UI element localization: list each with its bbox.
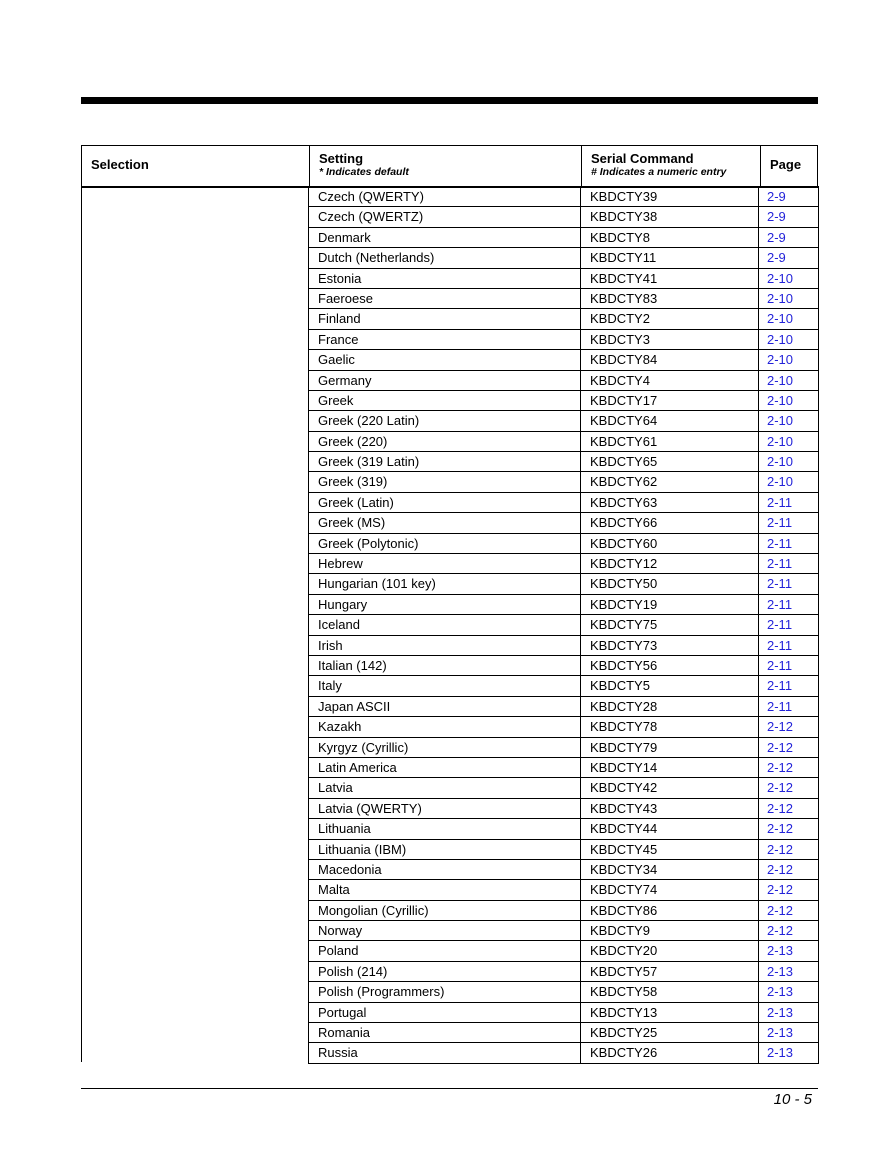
header-command <box>581 146 760 186</box>
setting-cell: Latin America <box>318 759 397 775</box>
page-link[interactable]: 2-12 <box>758 758 817 777</box>
header-selection-label: Selection <box>91 157 149 172</box>
command-cell: KBDCTY63 <box>580 493 759 512</box>
command-cell: KBDCTY34 <box>580 860 759 879</box>
command-cell: KBDCTY26 <box>580 1043 759 1062</box>
setting-cell: Greek (319 Latin) <box>318 454 420 470</box>
page-link[interactable]: 2-9 <box>758 228 817 247</box>
table-row <box>309 1023 818 1043</box>
table-row <box>309 615 818 635</box>
table-row <box>309 595 818 615</box>
page-link[interactable]: 2-11 <box>758 574 817 593</box>
table-row <box>309 391 818 411</box>
page-link[interactable]: 2-9 <box>758 187 817 206</box>
command-cell: KBDCTY9 <box>580 921 759 940</box>
selection-column-rule <box>81 186 82 1062</box>
setting-cell: Hungarian (101 key) <box>318 576 436 592</box>
top-rule <box>81 97 818 104</box>
setting-cell: Russia <box>318 1045 358 1061</box>
setting-cell: Iceland <box>318 617 360 633</box>
setting-cell: Latvia (QWERTY) <box>318 800 422 816</box>
setting-cell: Finland <box>318 311 361 327</box>
command-cell: KBDCTY8 <box>580 228 759 247</box>
command-cell: KBDCTY14 <box>580 758 759 777</box>
footer-rule <box>81 1088 818 1089</box>
setting-cell: Hebrew <box>318 556 363 572</box>
page-link[interactable]: 2-13 <box>758 982 817 1001</box>
command-cell: KBDCTY62 <box>580 472 759 491</box>
table-row <box>309 840 818 860</box>
page-link[interactable]: 2-10 <box>758 289 817 308</box>
page-link[interactable]: 2-11 <box>758 534 817 553</box>
page-link[interactable]: 2-10 <box>758 472 817 491</box>
command-cell: KBDCTY20 <box>580 941 759 960</box>
table-row <box>309 574 818 594</box>
page-link[interactable]: 2-13 <box>758 1003 817 1022</box>
setting-cell: Italian (142) <box>318 657 387 673</box>
table-row <box>309 1043 818 1063</box>
command-cell: KBDCTY75 <box>580 615 759 634</box>
command-cell: KBDCTY45 <box>580 840 759 859</box>
table-row <box>309 411 818 431</box>
command-cell: KBDCTY60 <box>580 534 759 553</box>
table-row <box>309 799 818 819</box>
table-row <box>309 717 818 737</box>
page-link[interactable]: 2-10 <box>758 371 817 390</box>
setting-cell: Estonia <box>318 270 362 286</box>
setting-cell: Polish (Programmers) <box>318 984 445 1000</box>
table-row <box>309 901 818 921</box>
command-cell: KBDCTY2 <box>580 309 759 328</box>
setting-cell: Poland <box>318 943 359 959</box>
header-setting-note: * Indicates default <box>319 166 409 178</box>
command-cell: KBDCTY74 <box>580 880 759 899</box>
command-cell: KBDCTY17 <box>580 391 759 410</box>
page-link[interactable]: 2-11 <box>758 636 817 655</box>
setting-cell: Dutch (Netherlands) <box>318 250 435 266</box>
header-setting <box>309 146 581 186</box>
command-cell: KBDCTY64 <box>580 411 759 430</box>
table-row <box>309 534 818 554</box>
setting-cell: Denmark <box>318 229 371 245</box>
page-link[interactable]: 2-10 <box>758 350 817 369</box>
setting-cell: Czech (QWERTZ) <box>318 209 424 225</box>
command-cell: KBDCTY39 <box>580 187 759 206</box>
command-cell: KBDCTY11 <box>580 248 759 267</box>
command-cell: KBDCTY4 <box>580 371 759 390</box>
page-link[interactable]: 2-12 <box>758 778 817 797</box>
page-link[interactable]: 2-10 <box>758 391 817 410</box>
table-row <box>309 186 818 207</box>
page-link[interactable]: 2-12 <box>758 738 817 757</box>
page-number: 10 - 5 <box>773 1091 812 1108</box>
setting-cell: Polish (214) <box>318 963 388 979</box>
page-link[interactable]: 2-13 <box>758 941 817 960</box>
table-row <box>309 941 818 961</box>
setting-cell: Greek <box>318 392 354 408</box>
page-link[interactable]: 2-11 <box>758 615 817 634</box>
command-cell: KBDCTY61 <box>580 432 759 451</box>
page-link[interactable]: 2-12 <box>758 819 817 838</box>
table-row <box>309 493 818 513</box>
page-link[interactable]: 2-11 <box>758 697 817 716</box>
setting-cell: Mongolian (Cyrillic) <box>318 902 429 918</box>
command-cell: KBDCTY19 <box>580 595 759 614</box>
command-cell: KBDCTY12 <box>580 554 759 573</box>
page-link[interactable]: 2-12 <box>758 840 817 859</box>
command-cell: KBDCTY13 <box>580 1003 759 1022</box>
page-link[interactable]: 2-11 <box>758 676 817 695</box>
table-row <box>309 309 818 329</box>
header-page <box>760 146 818 186</box>
page-link[interactable]: 2-9 <box>758 248 817 267</box>
table-row <box>309 289 818 309</box>
command-cell: KBDCTY86 <box>580 901 759 920</box>
table-row <box>309 860 818 880</box>
table-row <box>309 656 818 676</box>
table-row <box>309 758 818 778</box>
page-link[interactable]: 2-12 <box>758 921 817 940</box>
page-link[interactable]: 2-10 <box>758 269 817 288</box>
setting-cell: Portugal <box>318 1004 367 1020</box>
setting-cell: Germany <box>318 372 372 388</box>
page-link[interactable]: 2-10 <box>758 452 817 471</box>
page-link[interactable]: 2-12 <box>758 717 817 736</box>
setting-cell: Irish <box>318 637 343 653</box>
page-link[interactable]: 2-11 <box>758 493 817 512</box>
command-cell: KBDCTY73 <box>580 636 759 655</box>
setting-cell: Norway <box>318 923 363 939</box>
table-row <box>309 880 818 900</box>
table-row <box>309 472 818 492</box>
page-link[interactable]: 2-9 <box>758 207 817 226</box>
page-link[interactable]: 2-11 <box>758 656 817 675</box>
setting-cell: France <box>318 331 359 347</box>
page-link[interactable]: 2-10 <box>758 432 817 451</box>
page-link[interactable]: 2-12 <box>758 880 817 899</box>
header-command-note: # Indicates a numeric entry <box>591 166 727 178</box>
table-row <box>309 982 818 1002</box>
header-selection <box>82 146 309 186</box>
table-row <box>309 921 818 941</box>
setting-cell: Italy <box>318 678 342 694</box>
setting-cell: Romania <box>318 1025 371 1041</box>
setting-cell: Greek (319) <box>318 474 388 490</box>
command-cell: KBDCTY58 <box>580 982 759 1001</box>
page-link[interactable]: 2-11 <box>758 513 817 532</box>
command-cell: KBDCTY41 <box>580 269 759 288</box>
table-row <box>309 1003 818 1023</box>
table-body <box>308 186 819 1064</box>
command-cell: KBDCTY66 <box>580 513 759 532</box>
command-cell: KBDCTY83 <box>580 289 759 308</box>
table-row <box>309 228 818 248</box>
table-header <box>81 145 818 188</box>
page-link[interactable]: 2-10 <box>758 411 817 430</box>
setting-cell: Latvia <box>318 780 353 796</box>
setting-cell: Lithuania (IBM) <box>318 841 407 857</box>
command-cell: KBDCTY79 <box>580 738 759 757</box>
page-link[interactable]: 2-12 <box>758 901 817 920</box>
table-row <box>309 962 818 982</box>
header-page-label: Page <box>770 157 802 172</box>
command-cell: KBDCTY28 <box>580 697 759 716</box>
table-row <box>309 350 818 370</box>
command-cell: KBDCTY44 <box>580 819 759 838</box>
keyboard-country-table <box>81 145 818 188</box>
setting-cell: Faeroese <box>318 290 373 306</box>
setting-cell: Lithuania <box>318 821 371 837</box>
command-cell: KBDCTY38 <box>580 207 759 226</box>
table-row <box>309 554 818 574</box>
setting-cell: Malta <box>318 882 350 898</box>
command-cell: KBDCTY50 <box>580 574 759 593</box>
page-link[interactable]: 2-12 <box>758 799 817 818</box>
table-row <box>309 676 818 696</box>
page-link[interactable]: 2-13 <box>758 1023 817 1042</box>
setting-cell: Czech (QWERTY) <box>318 189 424 204</box>
table-row <box>309 738 818 758</box>
page-link[interactable]: 2-13 <box>758 962 817 981</box>
page-link[interactable]: 2-12 <box>758 860 817 879</box>
setting-cell: Greek (220 Latin) <box>318 413 420 429</box>
table-row <box>309 248 818 268</box>
command-cell: KBDCTY56 <box>580 656 759 675</box>
setting-cell: Hungary <box>318 596 368 612</box>
command-cell: KBDCTY5 <box>580 676 759 695</box>
command-cell: KBDCTY3 <box>580 330 759 349</box>
table-row <box>309 371 818 391</box>
table-row <box>309 778 818 798</box>
header-command-label: Serial Command <box>591 151 694 166</box>
table-row <box>309 513 818 533</box>
command-cell: KBDCTY78 <box>580 717 759 736</box>
setting-cell: Kazakh <box>318 719 362 735</box>
page-link[interactable]: 2-10 <box>758 309 817 328</box>
table-row <box>309 330 818 350</box>
table-row <box>309 269 818 289</box>
table-row <box>309 819 818 839</box>
page-link[interactable]: 2-11 <box>758 595 817 614</box>
setting-cell: Greek (MS) <box>318 515 386 531</box>
header-setting-label: Setting <box>319 151 364 166</box>
command-cell: KBDCTY65 <box>580 452 759 471</box>
setting-cell: Greek (220) <box>318 433 388 449</box>
setting-cell: Kyrgyz (Cyrillic) <box>318 739 409 755</box>
setting-cell: Japan ASCII <box>318 698 391 714</box>
setting-cell: Gaelic <box>318 352 355 368</box>
table-row <box>309 452 818 472</box>
table-row <box>309 636 818 656</box>
command-cell: KBDCTY57 <box>580 962 759 981</box>
command-cell: KBDCTY43 <box>580 799 759 818</box>
table-row <box>309 697 818 717</box>
command-cell: KBDCTY42 <box>580 778 759 797</box>
page-link[interactable]: 2-10 <box>758 330 817 349</box>
page-link[interactable]: 2-11 <box>758 554 817 573</box>
command-cell: KBDCTY84 <box>580 350 759 369</box>
setting-cell: Greek (Latin) <box>318 494 394 510</box>
page-link[interactable]: 2-13 <box>758 1043 817 1062</box>
table-row <box>309 432 818 452</box>
command-cell: KBDCTY25 <box>580 1023 759 1042</box>
table-row <box>309 207 818 227</box>
setting-cell: Macedonia <box>318 861 382 877</box>
setting-cell: Greek (Polytonic) <box>318 535 419 551</box>
